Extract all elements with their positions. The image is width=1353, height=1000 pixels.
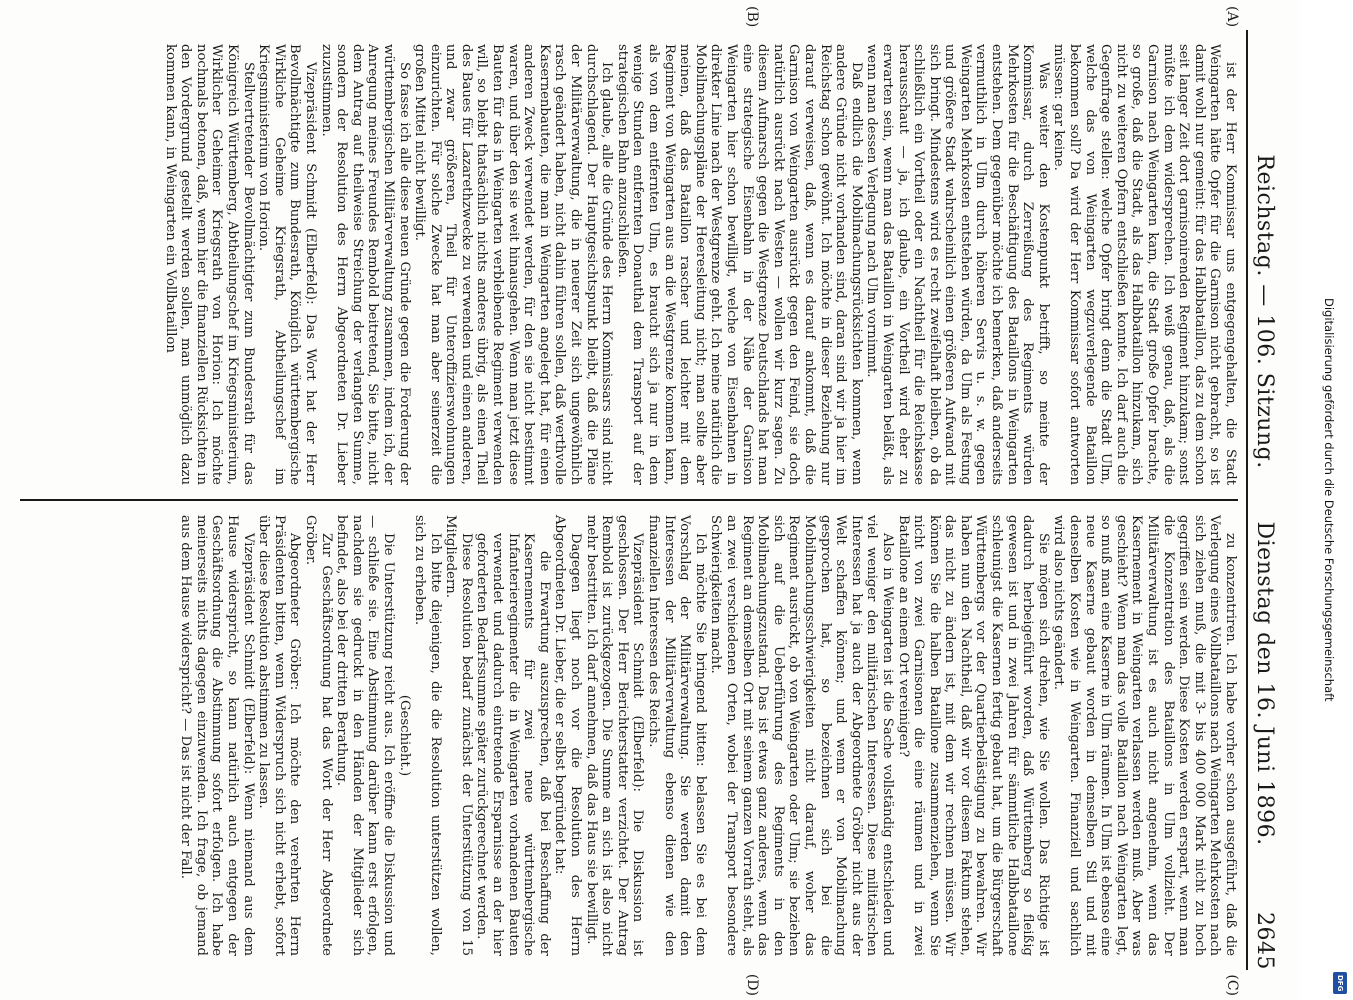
left-column <box>20 30 1242 499</box>
paragraph: Zur Geschäftsordnung hat das Wort der Herr Abgeordnete Gröber. <box>302 515 334 956</box>
speaker-paragraph: Vizepräsident Schmidt (Elberfeld): Das Wort hat der Herr Bevollmächtigte zum Bundesrath, Königlich württembergische Wirkliche Geheime Kriegsrath, Abtheilungschef im Kriegsministerium von Horion. <box>256 44 318 485</box>
text-columns <box>20 30 1242 970</box>
paragraph: Die Unterstützung reicht aus. Ich eröffne die Diskussion und — schließe sie. Eine Abstimmung darüber kann erst erfolgen, nachdem sie gedruckt in den Händen der Mitglieder sich befindet, also bei der dritten Berathung. <box>334 515 396 956</box>
credit-text: Digitalisierung gefördert durch die Deutsche Forschungsgemeinschaft <box>1322 298 1336 702</box>
page-number: 2645 <box>1252 912 1277 970</box>
speaker-paragraph: Stellvertretender Bevollmächtigter zum Bundesrath für das Königreich Württemberg, Abtheilungschef im Kriegsministerium, Wirklicher Geheimer Kriegsrath von Horion: Ich möchte nochmals betonen, daß, wenn hier die finanziellen Rücksichten in den Vordergrund gestellt werden sollen, man unmöglich dazu kommen kann, in Weingarten ein Vollbataillon <box>162 44 256 485</box>
margin-marker-a: (A) <box>1224 6 1240 28</box>
speaker-paragraph: Vizepräsident Schmidt (Elberfeld): Wenn niemand aus dem Hause widerspricht, so kann natürlich auch entgegen der Geschäftsordnung die Abstimmung sofort erfolgen. Ich habe meinerseits nichts dagegen einzuwenden. Ich frage, ob jemand aus dem Hause widerspricht? — Das ist nicht der Fall. <box>178 515 256 956</box>
dfg-logo-icon: DFG <box>1333 972 1347 994</box>
speaker-paragraph: Vizepräsident Schmidt (Elberfeld): Die Diskussion ist geschlossen. Der Herr Berichterstatter verzichtet. Der Antrag Rembold ist zurückgezogen. Die Summe an sich ist also nicht mehr bestritten. Ich darf annehmen, daß das Haus sie bewilligt. <box>583 515 646 956</box>
paragraph: Diese Resolution bedarf zunächst der Unterstützung von 15 Mitgliedern. <box>443 515 474 956</box>
margin-marker-b: (B) <box>744 6 760 28</box>
paragraph: Also in Weingarten ist die Sache vollständig entschieden und viel weniger den militärischen Interessen. Diese militärischen Interessen hat ja auch der Abgeordnete Gröber nicht aus der Welt schaffen können; und wenn er von Mobilmachung gesprochen hat, so bezeichnen sich bei die Mobilmachungsschwierigkeiten nicht darauf, woher das Regiment ausrückt, ob von Weingarten oder Ulm; sie beziehen sich auf die Ueberführung des Regiments in den Mobilmachungszustand. Das ist etwas ganz anderes, wenn das Regiment an demselben Ort mit seinem ganzen Vorrath steht, als an zwei verschiedenen Orten, wobei der Transport besondere Schwierigkeiten macht. <box>708 515 895 956</box>
paragraph: Daß endlich die Mobilmachungsrücksichten kommen, wenn andere Gründe nicht vorhanden sind, daran sind wir ja hier im Reichstag schon gewöhnt. Ich möchte in dieser Beziehung nur darauf verweisen, daß, wenn es darauf ankommt, daß die Garnison von Weingarten ausrückt gegen den Feind, sie doch natürlich ausrückt nach Westen — wollen wir kurz sagen. Zu diesem Aufmarsch gegen die Westgrenze Deutschlands hat man eine strategische Eisenbahn in der Nähe der Garnison Weingarten hier schon bewilligt, welche von Eisenbahnen in direkter Linie nach der Westgrenze geht. Ich meine natürlich die Mobilmachungspläne der Heeresleitung nicht; man sollte aber meinen, daß das Bataillon rascher und leichter mit dem Regiment von Weingarten aus an die Westgrenze kommen kann, als von dem entfernten Ulm, es braucht sich ja nur in dem wenige Stunden entfernten Donauthal dem Transport auf der strategischen Bahn anzuschließen. <box>614 44 864 485</box>
stage-direction: (Geschieht.) <box>396 694 412 777</box>
paragraph: Ich bitte diejenigen, die die Resolution unterstützen wollen, sich zu erheben. <box>412 515 443 956</box>
header-title-right: Dienstag den 16. Juni 1896. <box>1252 521 1277 846</box>
paragraph: Dagegen liegt noch vor die Resolution des Herrn Abgeordneten Dr. Lieber, die er selbst begründet hat: <box>552 515 584 956</box>
header-rule <box>1246 30 1248 970</box>
margin-marker-d: (D) <box>744 973 760 996</box>
paragraph: Ich möchte Sie bringend bitten: belassen Sie es bei dem Vorschlag der Militärverwaltung. Sie werden damit den Interessen der Militärverwaltung ebenso dienen wie den finanziellen Interessen des Reichs. <box>646 515 708 956</box>
paragraph: So fasse ich alle diese neuen Gründe gegen die Forderung der württembergischen Militärverwaltung zusammen, indem ich, der Anregung meines Freundes Rembold beitretend, Sie bitte, nicht dem Antrag auf theilweise Streichung der verlangten Summe, sondern der Resolution des Herrn Abgeordneten Dr. Lieber zuzustimmen. <box>318 44 412 485</box>
resolution-text: die Erwartung auszusprechen, daß bei Beschaffung der Kasernements für zwei neue württembergische Infanterieregimenter die in Weingarten vorhandenen Bauten verwendet und dadurch eintretende Ersparnisse an der hier geforderten Bedarfssumme später zurückgerechnet werden. <box>474 533 552 956</box>
digitization-credit <box>1309 0 1349 1000</box>
paragraph: Ich glaube, alle die Gründe des Herrn Kommissars sind nicht durchschlagend. Der Hauptgesichtspunkt bleibt, daß die Pläne der Militärverwaltung, die in neuerer Zeit sich ungewöhnlich rasch geändert haben, nicht dahin führen sollen, daß werthvolle Kasernenbauten, die man in Weingarten angelegt hat, für einen anderen Zweck verwendet werden, für den sie nicht bestimmt waren, und über den sie weit hinausgehen. Wenn man jetzt diese Bauten für das in Weingarten verbleibende Regiment verwenden will, so bleibt thatsächlich nichts anderes übrig, als einen Theil des Baues für Lazarethzwecke zu verwenden und einen anderen, und zwar größeren, Theil für Unteroffizierswohnungen einzurichten. Für solche Zwecke hat man aber seinerzeit die großen Mittel nicht bewilligt. <box>412 44 615 485</box>
paragraph: Sie mögen sich drehen, wie Sie wollen. Das Richtige ist dadurch herbeigeführt worden, daß Württemberg so fleißig gewesen ist und in zwei Jahren für sämmtliche Halbbataillone schleunigst die Kasernen fertig gebaut hat, um die Bürgerschaft Württembergs vor der Quartierbelästigung zu bewahren. Wir haben nun den Nachtheil, daß wir vor diesem Faktum stehen, das nicht zu ändern ist, mit dem wir rechnen müssen. Wir können Sie die halben Bataillone zusammenziehen, wenn Sie nicht von zwei Garnisonen die eine räumen und in zwei Bataillone an einem Ort vereinigen? <box>895 515 1051 956</box>
paragraph: zu konzentriren. Ich habe vorher schon ausgeführt, daß die Verlegung eines Vollbataillons nach Weingarten Mehrkosten nach sich ziehen muß, die mit 3- bis 400 000 Mark nicht zu hoch gegriffen sein werden. Diese Kosten werden erspart, wenn man die Konzentration des Bataillons in Ulm vollzieht. Der Militärverwaltung ist es auch nicht angenehm, wenn das Kasernement in Weingarten verlassen werden muß. Aber was geschieht? Wenn man das volle Bataillon nach Weingarten legt, so muß man eine Kaserne in Ulm räumen. In Ulm ist ebenso eine neue Kaserne gebaut worden in demselben Stil und mit denselben Kosten wie in Weingarten. Finanziell und sachlich wird also nichts geändert. <box>1051 515 1238 956</box>
speaker-paragraph: Abgeordneter Gröber: Ich möchte den verehrten Herrn Präsidenten bitten, wenn Widerspruch sich nicht erhebt, sofort über diese Resolution abstimmen zu lassen. <box>256 515 303 956</box>
right-column <box>20 501 1242 970</box>
header-title-left: Reichstag. — 106. Sitzung. <box>1252 154 1277 469</box>
page-header <box>1252 30 1292 970</box>
paragraph: Was weiter den Kostenpunkt betrifft, so meinte der Kommissar, durch Zerreißung des Regiments würden Mehrkosten für die Beschäftigung des Bataillons in Weingarten entstehen. Dem gegenüber möchte ich bemerken, daß anderseits vermuthlich in Ulm durch höheren Servis u. s. w. gegen Weingarten Mehrkosten entstehen würden, da Ulm als Festung und größere Stadt wahrscheinlich einen größeren Aufwand mit sich bringt. Mindestens wird es recht zweifelhaft bleiben, ob da schließlich ein Vortheil oder ein Nachtheil für die Reichskasse herausschaut — ja, ich glaube, ein Vortheil wird eher zu erwarten sein, wenn man das Bataillon in Weingarten beläßt, als wenn man dessen Verlegung nach Ulm vornimmt. <box>864 44 1051 485</box>
paragraph: ist der Herr Kommissar uns entgegengehalten, die Stadt Weingarten hätte Opfer für die Garnison nicht gebracht, so ist damit wohl nur gemeint: für das Halbbataillon, das zu dem schon seit langer Zeit dort garnisonirenden Regiment hinzukam; sonst müßte ich dem widersprechen. Ich weiß genau, daß, als die Garnison nach Weingarten kam, die Stadt große Opfer brachte, so große, daß die Stadt, als das Halbbataillon hinzukam, sich nicht zu weiteren Opfern entschließen konnte. Ich darf auch die Gegenfrage stellen: welche Opfer bringt denn die Stadt Ulm, welche das von Weingarten wegzuverlegende Bataillon bekommen soll? Da wird der Herr Kommissar sofort antworten müssen: gar keine. <box>1051 44 1238 485</box>
margin-marker-c: (C) <box>1224 974 1240 996</box>
